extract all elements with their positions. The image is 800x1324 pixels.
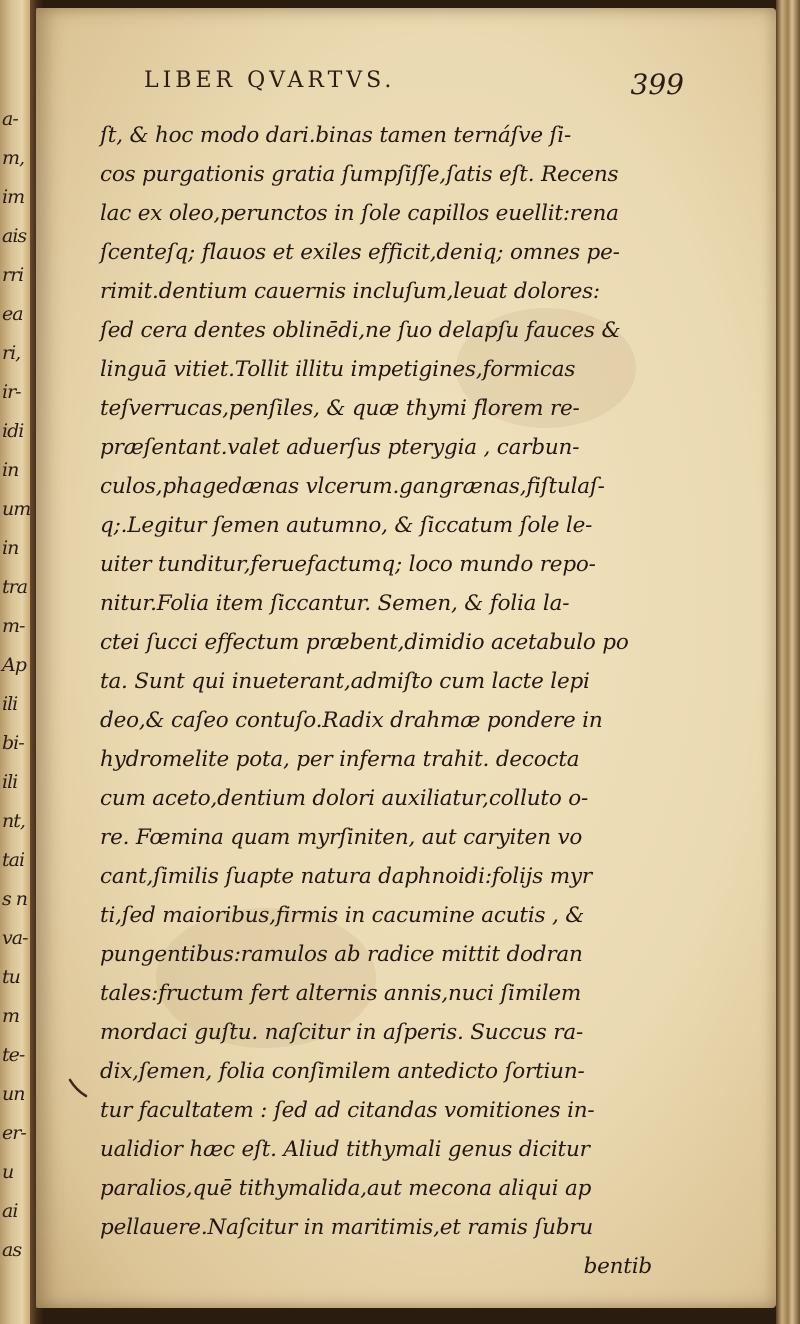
text-line: ſcenteſq; flauos et exiles efficit,deniq; omnes pe- <box>100 240 620 265</box>
facing-page-fragment: ir- <box>2 381 21 403</box>
facing-page-fragment: tu <box>2 966 20 988</box>
text-line: pungentibus:ramulos ab radice mittit dodran <box>100 942 583 967</box>
facing-page-fragment: rri <box>2 264 24 286</box>
text-line: ti,ſed maioribus,firmis in cacumine acutis , & <box>100 903 585 928</box>
facing-page-fragment: u <box>2 1161 14 1183</box>
facing-page-fragment: ea <box>2 303 23 325</box>
page-header <box>144 68 684 108</box>
text-line: linguā vitiet.Tollit illitu impetigines,formicas <box>100 357 576 382</box>
facing-page-fragment: im <box>2 186 25 208</box>
facing-page-fragment: ili <box>2 771 18 793</box>
catchword: bentib <box>583 1254 652 1279</box>
body-text <box>100 116 660 1286</box>
text-line: ctei ſucci effectum præbent,dimidio acetabulo po <box>100 630 629 655</box>
text-line: præſentant.valet aduerſus pterygia , carbun- <box>100 435 580 460</box>
text-line: hydromelite pota, per inferna trahit. decocta <box>100 747 580 772</box>
facing-page-fragment: um <box>2 498 30 520</box>
page-fore-edge <box>776 0 800 1324</box>
text-line: ualidior hæc eſt. Aliud tithymali genus dicitur <box>100 1137 590 1162</box>
margin-mark-icon <box>68 1076 90 1098</box>
text-line: culos,phagedænas vlcerum.gangrænas,fiſtulaſ- <box>100 474 605 499</box>
text-line: rimit.dentium cauernis incluſum,leuat dolores: <box>100 279 600 304</box>
text-line: nitur.Folia item ſiccantur. Semen, & folia la- <box>100 591 570 616</box>
facing-page-fragment: as <box>2 1239 22 1261</box>
text-line: q;.Legitur ſemen autumno, & ſiccatum ſole le- <box>100 513 593 538</box>
text-line: cos purgationis gratia ſumpſiſſe,ſatis eſt. Recens <box>100 162 619 187</box>
text-line: pellauere.Naſcitur in maritimis,et ramis ſubru <box>100 1215 594 1240</box>
facing-page-fragment: Ap <box>2 654 26 676</box>
text-line: dix,ſemen, folia conſimilem antedicto ſortiun- <box>100 1059 585 1084</box>
facing-page-fragment: m, <box>2 147 25 169</box>
facing-page-fragment: bi- <box>2 732 24 754</box>
facing-page-fragment: ai <box>2 1200 18 1222</box>
page-number: 399 <box>630 68 684 101</box>
facing-page-fragment: ri, <box>2 342 21 364</box>
text-line: mordaci guſtu. naſcitur in aſperis. Succus ra- <box>100 1020 584 1045</box>
facing-page-fragment: a- <box>2 108 18 130</box>
text-line: ta. Sunt qui inueterant,admiſto cum lacte lepi <box>100 669 590 694</box>
facing-page-fragment: s n <box>2 888 28 910</box>
text-line: cant,ſimilis ſuapte natura daphnoidi:folijs myr <box>100 864 592 889</box>
facing-page-fragment: te- <box>2 1044 25 1066</box>
text-line: tur facultatem : ſed ad citandas vomitiones in- <box>100 1098 595 1123</box>
facing-page-fragment: m- <box>2 615 25 637</box>
book-page <box>36 8 776 1308</box>
facing-page-fragment: ili <box>2 693 18 715</box>
text-line: deo,& caſeo contuſo.Radix drahmæ pondere in <box>100 708 603 733</box>
text-line: cum aceto,dentium dolori auxiliatur,colluto o- <box>100 786 589 811</box>
facing-page-fragment: un <box>2 1083 25 1105</box>
facing-page-fragment: tai <box>2 849 25 871</box>
text-line: uiter tunditur,feruefactumq; loco mundo repo- <box>100 552 596 577</box>
text-line: tales:fructum fert alternis annis,nuci ſimilem <box>100 981 582 1006</box>
facing-page-fragment: va- <box>2 927 28 949</box>
text-line: lac ex oleo,perunctos in ſole capillos euellit:rena <box>100 201 619 226</box>
text-line: paralios,quē tithymalida,aut mecona aliqui ap <box>100 1176 592 1201</box>
facing-page-fragment: ais <box>2 225 27 247</box>
facing-page-fragment: m <box>2 1005 20 1027</box>
facing-page-fragment: er- <box>2 1122 26 1144</box>
facing-page-fragment: tra <box>2 576 28 598</box>
text-line: re. Fœmina quam myrſiniten, aut caryiten vo <box>100 825 583 850</box>
facing-page-fragment: in <box>2 537 19 559</box>
facing-page-fragment: idi <box>2 420 24 442</box>
facing-page-fragment: in <box>2 459 19 481</box>
text-line: teſverrucas,penſiles, & quæ thymi florem re- <box>100 396 580 421</box>
facing-page-edge <box>0 0 30 1324</box>
text-line: ſed cera dentes oblinēdi,ne ſuo delapſu fauces & <box>100 318 621 343</box>
text-line: ſt, & hoc modo dari.binas tamen ternáſve ſi- <box>100 123 572 148</box>
running-head: LIBER QVARTVS. <box>144 68 396 93</box>
facing-page-fragment: nt, <box>2 810 25 832</box>
